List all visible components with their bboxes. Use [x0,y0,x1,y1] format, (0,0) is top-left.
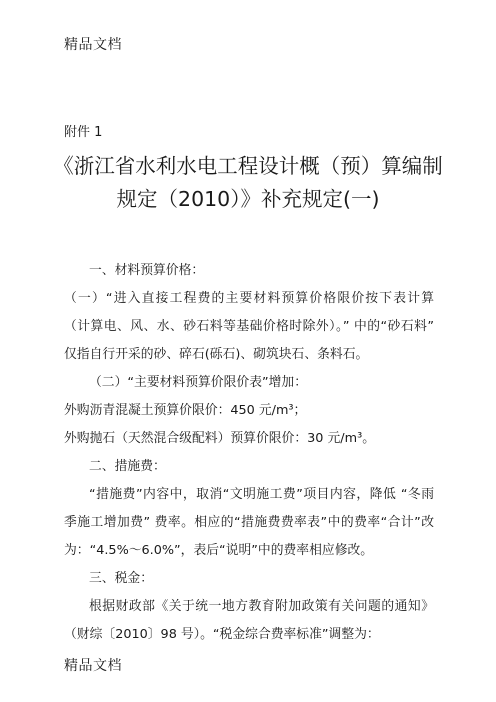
paragraph-line: 季施工增加费” 费率。相应的“措施费费率表”中的费率“合计”改 [64,515,434,530]
paragraph-line: （一）“进入直接工程费的主要材料预算价格限价按下表计算 [64,291,434,306]
paragraph-line: （二）“主要材料预算价限价表”增加： [89,375,308,390]
footer-watermark: 精品文档 [64,658,122,674]
paragraph-line: （计算电、风、水、砂石料等基础价格时除外）。” 中的“砂石料” [64,319,434,334]
paragraph-line: （财综〔2010〕98 号）。“税金综合费率标准”调整为： [64,627,380,642]
header-watermark: 精品文档 [64,37,122,53]
document-title-line-1: 《浙江省水利水电工程设计概（预）算编制 [53,154,443,178]
paragraph-line: 根据财政部《关于统一地方教育附加政策有关问题的通知》 [89,599,434,614]
paragraph-line: 仅指自行开采的砂、碎石(砾石)、砌筑块石、条料石。 [64,347,369,362]
paragraph-line: 外购沥青混凝土预算价限价：450 元/m³； [64,403,307,418]
attachment-label: 附件 1 [64,125,103,140]
paragraph-line: “措施费”内容中，取消“文明施工费”项目内容，降低 “冬雨 [89,487,434,502]
section-heading-tax: 三、税金： [89,571,153,586]
document-title-line-2: 规定（2010）》补充规定(一) [116,187,380,211]
section-heading-measures: 二、措施费： [89,459,166,474]
section-heading-materials: 一、材料预算价格： [89,263,205,278]
paragraph-line: 为：“4.5%～6.0%”，表后“说明”中的费率相应修改。 [64,543,374,558]
paragraph-line: 外购抛石（天然混合级配料）预算价限价：30 元/m³。 [64,431,375,446]
